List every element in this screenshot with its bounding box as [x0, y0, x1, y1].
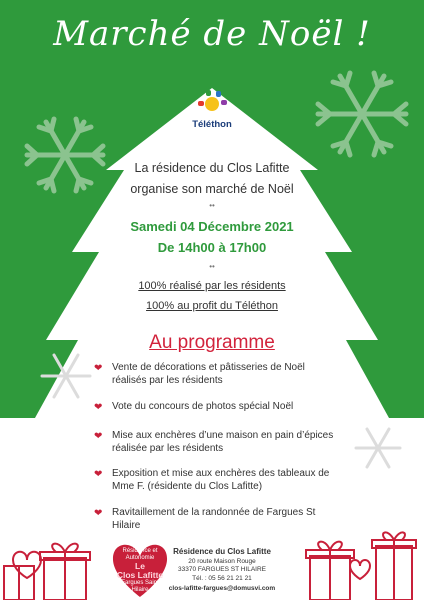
snowflake-right-icon: [318, 73, 406, 155]
heart-bullet-icon: ❤: [94, 508, 103, 519]
telethon-logo-text: Téléthon: [192, 119, 232, 130]
program-item: ❤ Mise aux enchères d’une maison en pain d’épices réalisée par les résidents: [94, 430, 334, 454]
clos-lafitte-logo: Résidence et Autonomie Le Clos Lafitte Fargues Saint Hilaire: [116, 548, 164, 593]
note-for-telethon: 100% au profit du Téléthon: [146, 300, 278, 312]
footer-phone: Tél. : 05 56 21 21 21: [192, 575, 252, 582]
heart-bottom-left-icon: [13, 552, 41, 578]
poster-title: Marché de Noël !: [53, 14, 371, 54]
intro-line-1: La résidence du Clos Lafitte: [134, 161, 290, 175]
heart-bullet-icon: ❤: [94, 402, 103, 413]
program-item: ❤ Vente de décorations et pâtisseries de Noël réalisés par les résidents: [94, 362, 305, 386]
footer-residence-name: Résidence du Clos Lafitte: [173, 547, 271, 556]
gift-bottom-right-icon: [306, 532, 416, 600]
footer-email[interactable]: clos-lafitte-fargues@domusvi.com: [168, 585, 276, 592]
intro-line-2: organise son marché de Noël: [130, 182, 294, 196]
program-item: ❤ Vote du concours de photos spécial Noël: [94, 401, 294, 413]
heart-bullet-icon: ❤: [94, 431, 103, 442]
event-date: Samedi 04 Décembre 2021: [130, 219, 294, 234]
heart-bullet-icon: ❤: [94, 363, 103, 374]
heart-bullet-icon: ❤: [94, 469, 103, 480]
note-made-by-residents: 100% réalisé par les résidents: [138, 280, 286, 292]
program-item: ❤ Exposition et mise aux enchères des tableaux de Mme F. (résidente du Clos Lafitte): [94, 468, 330, 492]
footer-city: 33370 FARGUES ST HILAIRE: [177, 566, 267, 573]
program-item: ❤ Ravitaillement de la randonnée de Fargues St Hilaire: [94, 507, 316, 531]
program-heading: Au programme: [149, 332, 275, 353]
footer-street: 20 route Maison Rouge: [188, 558, 256, 565]
heart-bottom-right-icon: [350, 560, 370, 579]
separator-2: ••: [209, 262, 215, 271]
event-time: De 14h00 à 17h00: [157, 240, 267, 255]
separator: ••: [209, 201, 215, 210]
